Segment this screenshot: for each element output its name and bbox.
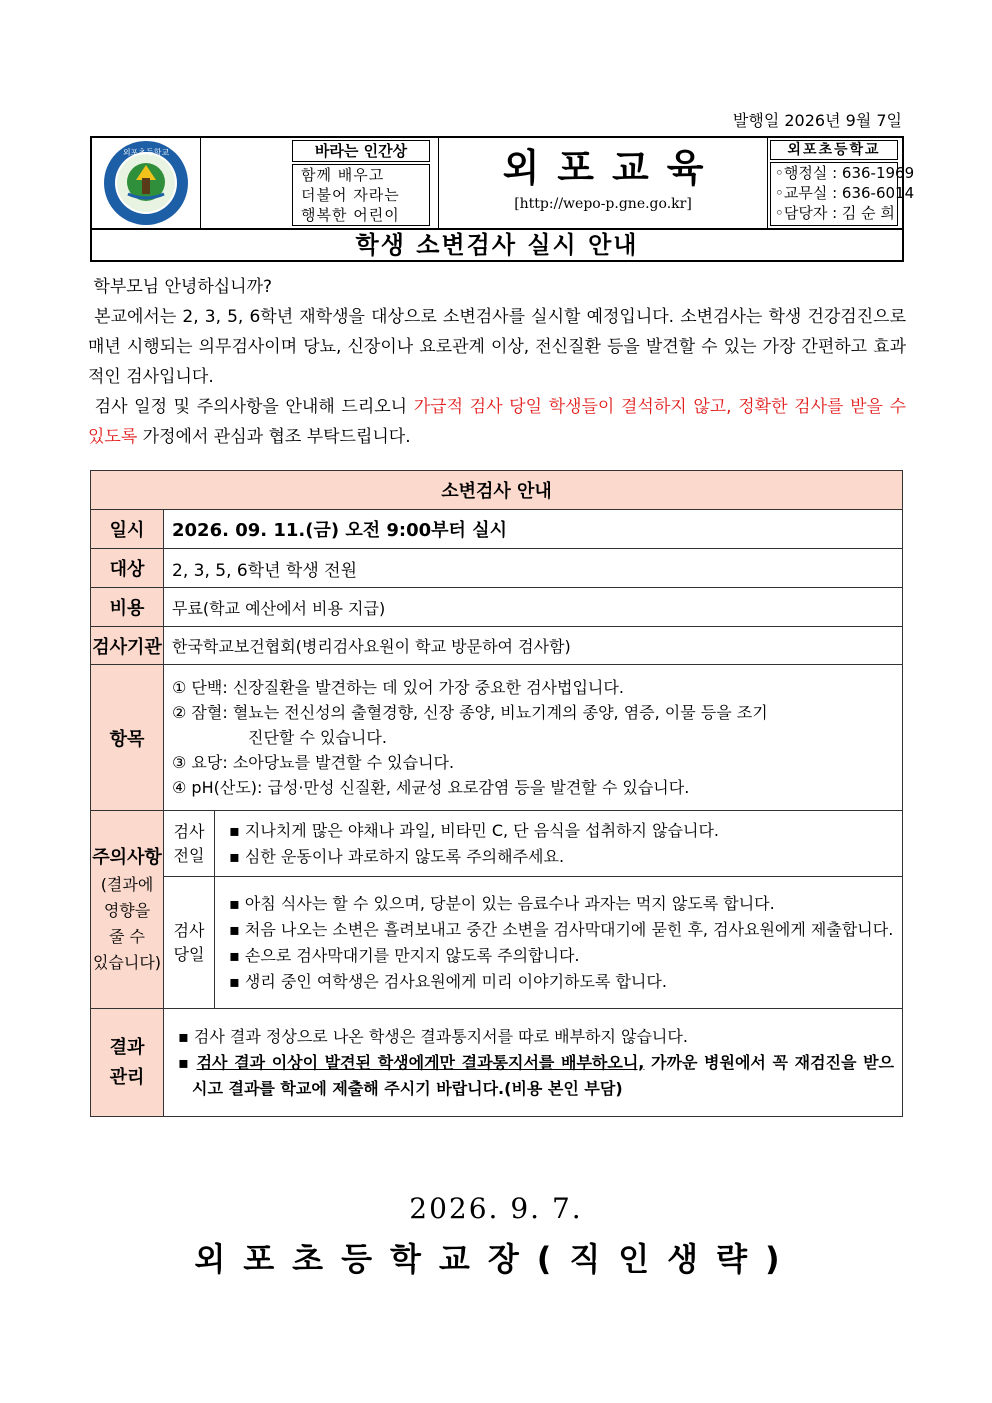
greeting: 학부모님 안녕하십니까?: [93, 277, 273, 297]
school-url[interactable]: [http://wepo-p.gne.go.kr]: [514, 196, 692, 212]
list-item: ▪ 아침 식사는 할 수 있으며, 당분이 있는 음료수나 과자는 먹지 않도록 합니다.: [229, 893, 775, 913]
motto-line: 함께 배우고: [301, 166, 385, 184]
list-item: ▪ 손으로 검사막대기를 만지지 않도록 주의합니다.: [229, 945, 580, 965]
date-value: 2026. 09. 11.(금) 오전 9:00부터 실시: [164, 510, 903, 549]
table-title: 소변검사 안내: [91, 471, 903, 510]
list-item: ▪ 생리 중인 여학생은 검사요원에게 미리 이야기하도록 합니다.: [229, 971, 667, 991]
newsletter-title: 외포교육: [502, 145, 722, 190]
school-emblem-icon: [92, 138, 200, 228]
motto-title: 바라는 인간상: [292, 140, 430, 162]
motto-line: 행복한 어린이: [301, 206, 400, 224]
signature-date: 2026. 9. 7.: [409, 1192, 583, 1225]
target-label: 대상: [91, 549, 164, 588]
contact-box: [768, 138, 915, 228]
list-item: 진단할 수 있습니다.: [248, 728, 387, 747]
test-day-label: 검사 당일: [164, 877, 215, 1009]
test-info-table: [90, 470, 903, 1117]
list-item: ① 단백: 신장질환을 발견하는 데 있어 가장 중요한 검사법입니다.: [172, 678, 624, 697]
day-before-label: 검사 전일: [164, 811, 215, 877]
agency-value: 한국학교보건협회(병리검사요원이 학교 방문하여 검사함): [164, 627, 903, 665]
principal-signature: 외포초등학교장(직인생략): [194, 1240, 798, 1278]
agency-label: 검사기관: [91, 627, 164, 665]
underlined-text: 검사 결과 이상이 발견된 학생에게만 결과통지서를 배부하오니,: [196, 1052, 645, 1072]
result-list: [164, 1009, 903, 1117]
newsletter-masthead: [438, 138, 768, 228]
intro-text: [88, 272, 906, 452]
caution-label: 주의사항: [92, 846, 162, 868]
caution-label-cell: [91, 811, 164, 1009]
letterhead-top-row: [92, 138, 915, 230]
intro-paragraph-1: 본교에서는 2, 3, 5, 6학년 재학생을 대상으로 소변검사를 실시할 예정입니다. 소변검사는 학생 건강검진으로 매년 시행되는 의무검사이며 당뇨, 신장이나 요로관계 이상, 전신질환 등을 발견할 수 있는 가장 간편하고 효과적인 검사입니다.: [88, 307, 906, 387]
logo-text: 외포초등학교: [122, 148, 170, 157]
list-item: ④ pH(산도): 급성·만성 신질환, 세균성 요로감염 등을 발견할 수 있습니다.: [172, 778, 690, 797]
list-item: ▪ 검사 결과 이상이 발견된 학생에게만 결과통지서를 배부하오니, 가까운 병원에서 꼭 재검진을 받으시고 결과를 학교에 제출해 주시기 바랍니다.(비용 본인 부담): [178, 1052, 894, 1098]
issue-date: 발행일 2026년 9월 7일: [732, 111, 902, 130]
document-title: 학생 소변검사 실시 안내: [355, 231, 639, 259]
motto-line: 더불어 자라는: [301, 186, 400, 204]
list-item: ▪ 검사 결과 정상으로 나온 학생은 결과통지서를 따로 배부하지 않습니다.: [178, 1026, 688, 1046]
list-item: ▪ 처음 나오는 소변은 흘려보내고 중간 소변을 검사막대기에 묻힌 후, 검사요원에게 제출합니다.: [229, 919, 894, 939]
day-before-list: [215, 811, 903, 877]
items-list: [164, 665, 903, 811]
intro-paragraph-2: 검사 일정 및 주의사항을 안내해 드리오니 가급적 검사 당일 학생들이 결석하지 않고, 정확한 검사를 받을 수 있도록 가정에서 관심과 협조 부탁드립니다.: [88, 397, 906, 447]
items-label: 항목: [91, 665, 164, 811]
caution-sub-label: (결과에 영향을 줄 수 있습니다): [92, 874, 162, 972]
contact-person: ◦담당자 : 김 순 희: [775, 204, 895, 222]
school-motto: [292, 138, 432, 226]
contact-admin: ◦행정실 : 636-1969: [775, 164, 915, 182]
contact-list: [770, 162, 915, 226]
list-item: ② 잠혈: 혈뇨는 전신성의 출혈경향, 신장 종양, 비뇨기계의 종양, 염증, 이물 등을 조기: [172, 703, 768, 722]
cost-value: 무료(학교 예산에서 비용 지급): [164, 588, 903, 627]
list-item: ③ 요당: 소아당뇨를 발견할 수 있습니다.: [172, 753, 455, 772]
motto-body: [292, 164, 430, 226]
letterhead: [90, 136, 915, 262]
contact-office: ◦교무실 : 636-6014: [775, 184, 915, 202]
highlight-text: 가급적 검사 당일 학생들이 결석하지 않고, 정확한 검사를 받을 수 있도록: [88, 397, 906, 447]
list-item: ▪ 지나치게 많은 야채나 과일, 비타민 C, 단 음식을 섭취하지 않습니다.: [229, 820, 719, 840]
list-item: ▪ 심한 운동이나 과로하지 않도록 주의해주세요.: [229, 846, 565, 866]
result-label: 결과 관리: [91, 1009, 164, 1117]
school-name: 외포초등학교: [770, 140, 898, 160]
cost-label: 비용: [91, 588, 164, 627]
test-day-list: [215, 877, 903, 1009]
school-logo: [92, 138, 201, 228]
date-label: 일시: [91, 510, 164, 549]
target-value: 2, 3, 5, 6학년 학생 전원: [164, 549, 903, 588]
